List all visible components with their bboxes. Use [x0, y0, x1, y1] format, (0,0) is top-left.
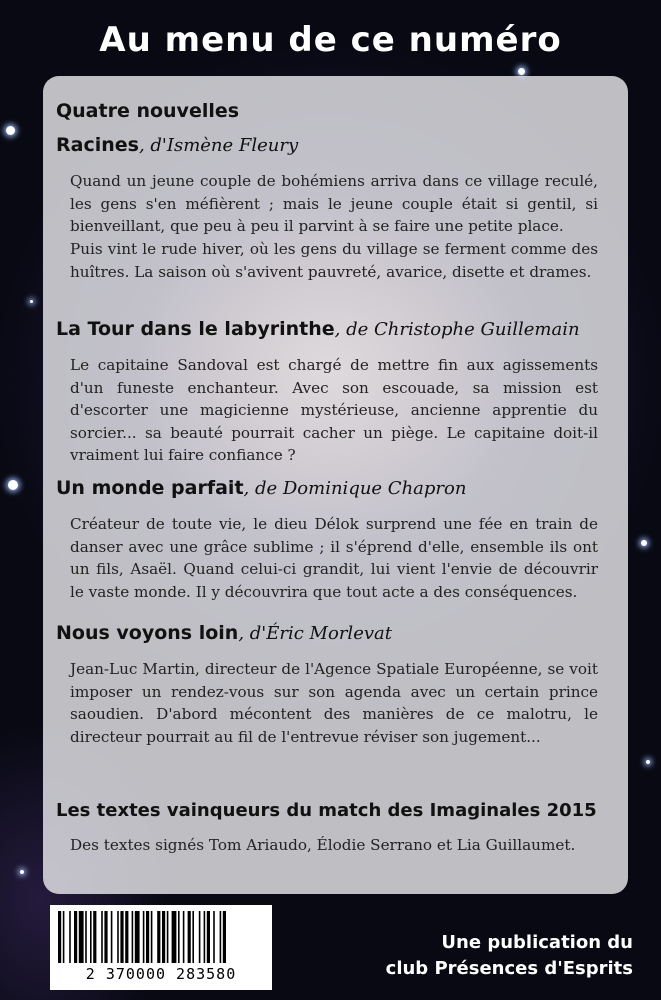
barcode-bar [207, 911, 210, 963]
barcode-bar [85, 911, 87, 963]
star-decoration [30, 300, 33, 303]
barcode-bar [213, 911, 215, 963]
star-decoration [518, 68, 525, 75]
barcode [50, 905, 272, 990]
barcode-bar [104, 911, 107, 963]
star-decoration [6, 126, 15, 135]
story-heading-la-tour [56, 318, 580, 340]
barcode-bar [101, 911, 103, 963]
barcode-bar [135, 911, 140, 963]
barcode-bar [172, 911, 177, 963]
page-title: Au menu de ce numéro [99, 20, 562, 60]
barcode-number: 2 370000 283580 [85, 965, 237, 983]
barcode-bar [93, 911, 96, 963]
barcode-bar [204, 911, 206, 963]
story-summary: Le capitaine Sandoval est chargé de mettre fin aux agissements d'un funeste enchanteur. Avec son escouade, sa mission est d'escorter une magicienne mystérieuse, ancienne apprentie du sorcier... sa beauté pourrait cacher un piège. Le capitaine doit-il vraiment lui faire confiance ? [70, 356, 598, 465]
story-summary: Jean-Luc Martin, directeur de l'Agence Spatiale Européenne, se voit imposer un rendez-vous sur son agenda avec un certain prince saoudien. D'abord mécontent des manières de ce malotru, le directeur pourrait au fil de l'entrevue réviser son jugement... [70, 660, 598, 746]
story-title: Nous voyons loin [56, 622, 239, 644]
barcode-bar [162, 911, 165, 963]
barcode-bar [58, 911, 61, 963]
barcode-bar [167, 911, 169, 963]
barcode-bar [125, 911, 128, 963]
story-author: , de Christophe Guillemain [334, 319, 580, 340]
story-title: Racines [56, 134, 139, 156]
barcode-bar [157, 911, 160, 963]
star-decoration [20, 870, 24, 874]
barcode-bar [199, 911, 201, 963]
story-heading-nous-voyons-loin [56, 622, 392, 644]
barcode-bar [143, 911, 145, 963]
barcode-bar [120, 911, 123, 963]
story-heading-racines [56, 134, 298, 156]
publisher-line-2: club Présences d'Esprits [385, 958, 633, 979]
barcode-bar [74, 911, 77, 963]
barcode-bar [183, 911, 185, 963]
barcode-bar [79, 911, 84, 963]
winners-text: Des textes signés Tom Ariaudo, Élodie Serrano et Lia Guillaumet. [70, 836, 576, 854]
barcode-bar [69, 911, 71, 963]
barcode-bar [90, 911, 92, 963]
star-decoration [641, 540, 647, 546]
barcode-bar [192, 911, 194, 963]
barcode-bar [178, 911, 180, 963]
story-heading-un-monde-parfait [56, 477, 466, 499]
barcode-bar [63, 911, 65, 963]
winners-heading: Les textes vainqueurs du match des Imaginales 2015 [56, 800, 597, 821]
barcode-bars [58, 911, 264, 963]
star-decoration [646, 760, 650, 764]
section-label: Quatre nouvelles [56, 100, 240, 122]
barcode-bar [223, 911, 226, 963]
story-author: , d'Ismène Fleury [138, 135, 299, 156]
story-title: La Tour dans le labyrinthe [56, 318, 335, 340]
publisher-line-1: Une publication du [441, 932, 633, 953]
star-decoration [8, 480, 18, 490]
barcode-bar [188, 911, 191, 963]
barcode-bar [117, 911, 119, 963]
story-author: , d'Éric Morlevat [238, 623, 392, 644]
barcode-bar [151, 911, 153, 963]
barcode-bar [220, 911, 222, 963]
story-title: Un monde parfait [56, 477, 244, 499]
story-summary: Quand un jeune couple de bohémiens arriva dans ce village reculé, les gens s'en méfièrent ; mais le jeune couple était si gentil, si bienveillant, que peu à peu il parvint à se faire une petite place. [70, 172, 598, 236]
story-author: , de Dominique Chapron [243, 478, 467, 499]
barcode-bar [146, 911, 149, 963]
barcode-bar [132, 911, 134, 963]
story-summary: Créateur de toute vie, le dieu Délok surprend une fée en train de danser avec une grâce sublime ; il s'éprend d'elle, ensemble ils ont un fils, Asaël. Quand celui-ci grandit, lui vient l'envie de découvrir le vaste monde. Il y découvrira que tout acte a des conséquences. [70, 515, 598, 601]
story-summary: Puis vint le rude hiver, où les gens du village se ferment comme des huîtres. La saison où s'avivent pauvreté, avarice, disette et drames. [70, 240, 598, 281]
barcode-bar [111, 911, 113, 963]
